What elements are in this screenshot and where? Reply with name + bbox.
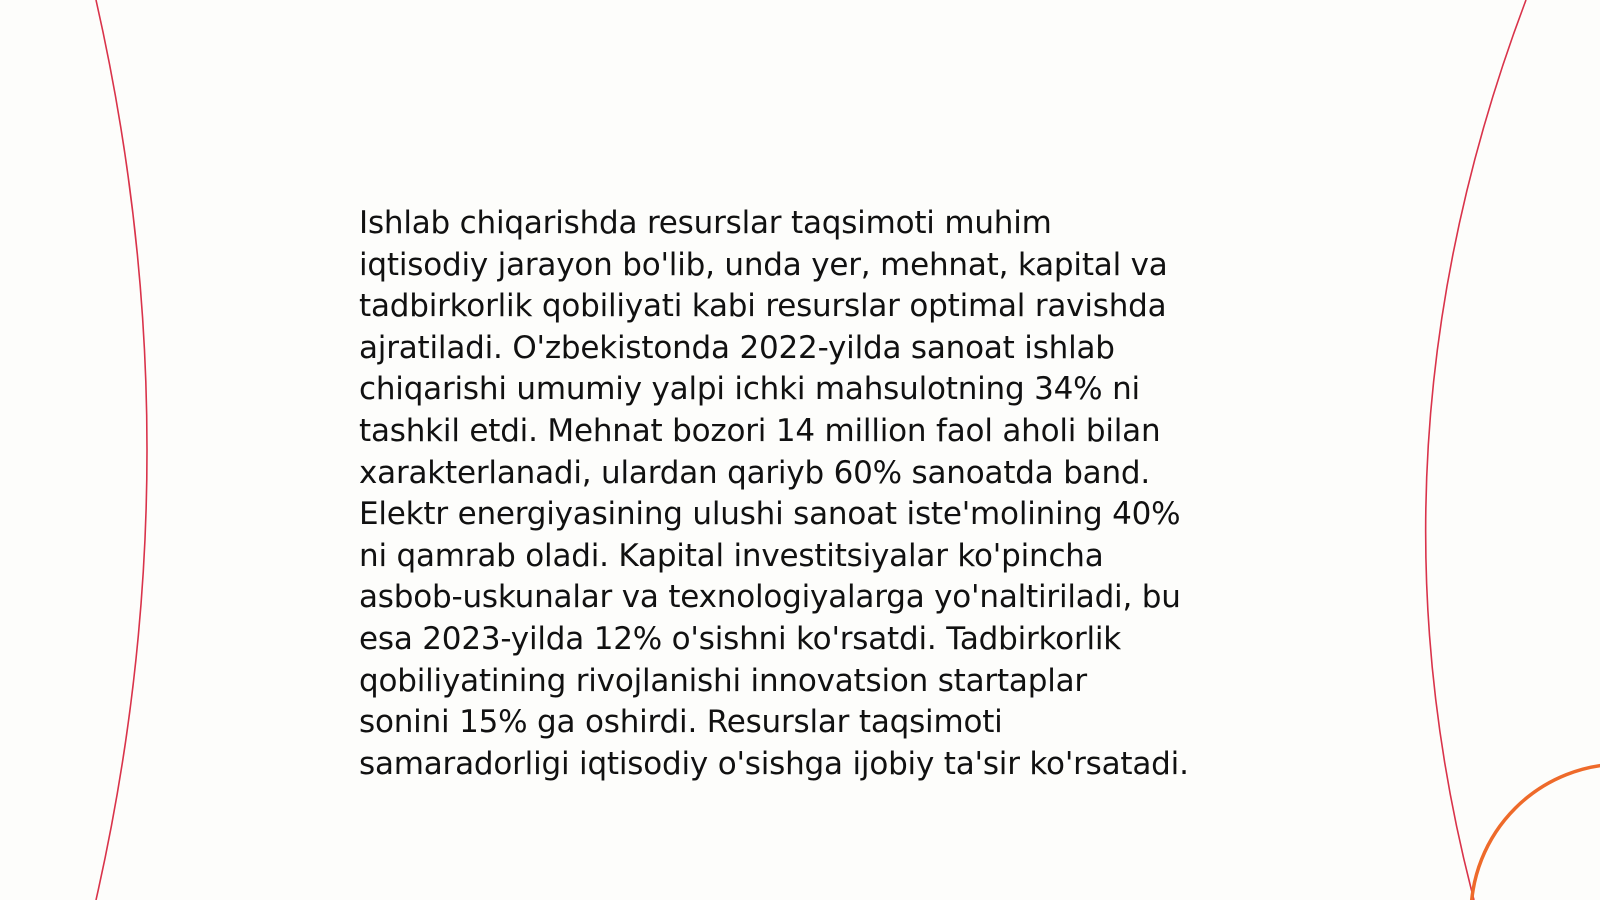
accent-circle-decoration xyxy=(1471,764,1600,900)
left-decorative-curve xyxy=(96,0,147,900)
slide-body-text: Ishlab chiqarishda resurslar taqsimoti muhim iqtisodiy jarayon bo'lib, unda yer, mehnat, kapital va tadbirkorlik qobiliyati kabi resurslar optimal ravishda ajratiladi. O'zbekistonda 2022-yilda sanoat ishlab chiqarishi umumiy yalpi ichki mahsulotning 34% ni tashkil etdi. Mehnat bozori 14 million faol aholi bilan xarakterlanadi, ulardan qariyb 60% sanoatda band. Elektr energiyasining ulushi sanoat iste'molining 40% ni qamrab oladi. Kapital investitsiyalar ko'pincha asbob-uskunalar va texnologiyalarga yo'naltiriladi, bu esa 2023-yilda 12% o'sishni ko'rsatdi. Tadbirkorlik qobiliyatining rivojlanishi innovatsion startaplar sonini 15% ga oshirdi. Resurslar taqsimoti samaradorligi iqtisodiy o'sishga ijobiy ta'sir ko'rsatadi. xyxy=(359,205,1189,782)
right-decorative-curve xyxy=(1426,0,1526,900)
